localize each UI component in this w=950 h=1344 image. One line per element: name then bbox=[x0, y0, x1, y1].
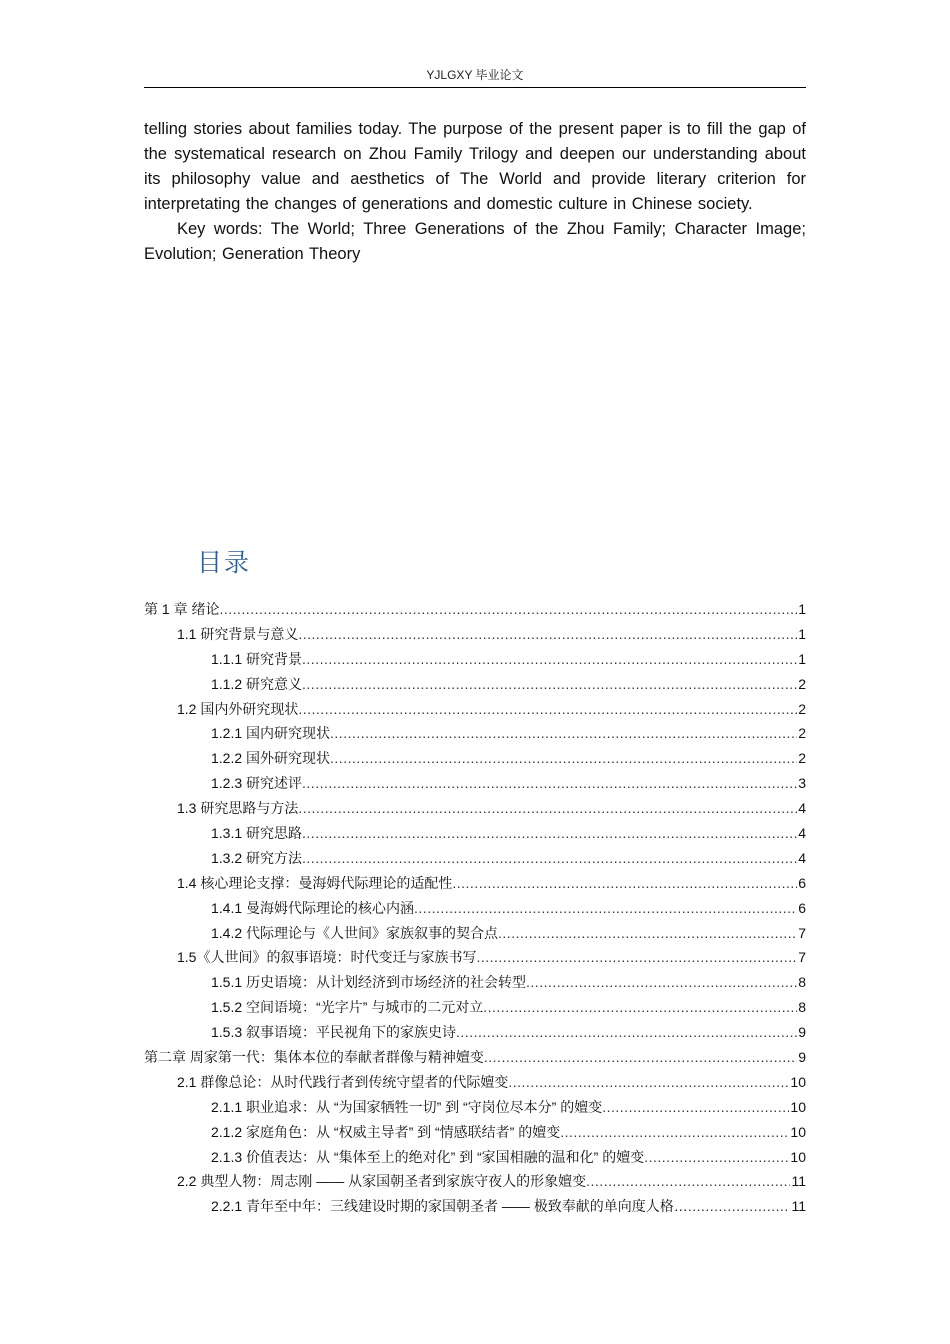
toc-dot-leader bbox=[498, 925, 797, 941]
toc-entry-label: 2.1 群像总论：从时代践行者到传统守望者的代际嬗变 bbox=[177, 1073, 509, 1090]
toc-dot-leader bbox=[330, 750, 797, 766]
toc-entry-label: 1.2.1 国内研究现状 bbox=[211, 725, 331, 742]
toc-entry[interactable] bbox=[144, 624, 806, 649]
toc-entry-page: 8 bbox=[798, 974, 806, 991]
toc-entry[interactable] bbox=[144, 1022, 806, 1047]
toc-entry-label: 1.4.2 代际理论与《人世间》家族叙事的契合点 bbox=[211, 924, 499, 941]
toc-entry-page: 9 bbox=[798, 1049, 806, 1066]
toc-entry-label: 2.1.1 职业追求：从 “为国家牺牲一切” 到 “守岗位尽本分” 的嬗变 bbox=[211, 1098, 603, 1115]
toc-entry[interactable] bbox=[144, 723, 806, 748]
toc-entry-label: 1.1 研究背景与意义 bbox=[177, 625, 299, 642]
toc-dot-leader bbox=[476, 949, 797, 965]
toc-dot-leader bbox=[219, 601, 797, 617]
toc-entry[interactable] bbox=[144, 773, 806, 798]
toc-entry[interactable] bbox=[144, 1047, 806, 1072]
toc-entry[interactable] bbox=[144, 823, 806, 848]
toc-dot-leader bbox=[298, 800, 797, 816]
toc-dot-leader bbox=[330, 725, 797, 741]
toc-entry-page: 10 bbox=[790, 1073, 806, 1090]
toc-title: 目录 bbox=[197, 548, 252, 577]
toc-entry-label: 1.1.1 研究背景 bbox=[211, 650, 303, 667]
toc-entry[interactable] bbox=[144, 898, 806, 923]
toc-entry-label: 1.5.1 历史语境：从计划经济到市场经济的社会转型 bbox=[211, 974, 527, 991]
toc-entry[interactable] bbox=[144, 972, 806, 997]
toc-entry-page: 7 bbox=[798, 949, 806, 966]
toc-dot-leader bbox=[644, 1149, 789, 1165]
toc-entry-page: 1 bbox=[798, 601, 806, 617]
toc-dot-leader bbox=[560, 1124, 789, 1140]
toc-dot-leader bbox=[483, 999, 797, 1015]
abstract-text bbox=[144, 117, 806, 267]
toc-entry[interactable] bbox=[144, 798, 806, 823]
toc-dot-leader bbox=[302, 676, 797, 692]
toc-entry-label: 1.3.1 研究思路 bbox=[211, 825, 303, 842]
toc-entry-label: 2.1.2 家庭角色：从 “权威主导者” 到 “情感联结者” 的嬗变 bbox=[211, 1123, 561, 1140]
toc-entry-page: 4 bbox=[798, 800, 806, 817]
toc-entry-page: 9 bbox=[798, 1024, 806, 1041]
toc-entry-page: 7 bbox=[798, 924, 806, 941]
toc-entry[interactable] bbox=[144, 873, 806, 898]
toc-dot-leader bbox=[452, 875, 797, 891]
toc-entry-label: 1.2.3 研究述评 bbox=[211, 775, 303, 792]
toc-dot-leader bbox=[414, 900, 797, 916]
page-header: YJLGXY 毕业论文 bbox=[426, 68, 524, 82]
toc-entry-label: 1.5《人世间》的叙事语境：时代变迁与家族书写 bbox=[177, 949, 477, 966]
toc-entry[interactable] bbox=[144, 1122, 806, 1147]
toc-entry[interactable] bbox=[144, 1147, 806, 1172]
toc-entry-page: 2 bbox=[798, 750, 806, 767]
toc-entry[interactable] bbox=[144, 1072, 806, 1097]
toc-entry-label: 1.3.2 研究方法 bbox=[211, 849, 303, 866]
toc-entry-label: 2.2 典型人物：周志刚 —— 从家国朝圣者到家族守夜人的形象嬗变 bbox=[177, 1173, 587, 1190]
toc-dot-leader bbox=[586, 1173, 790, 1189]
toc-dot-leader bbox=[302, 651, 797, 667]
toc-entry[interactable] bbox=[144, 947, 806, 972]
toc-entry-page: 10 bbox=[790, 1148, 806, 1165]
toc-entry-page: 8 bbox=[798, 999, 806, 1016]
toc-entry-page: 1 bbox=[798, 625, 806, 642]
toc-entry-label: 2.1.3 价值表达：从 “集体至上的绝对化” 到 “家国相融的温和化” 的嬗变 bbox=[211, 1148, 645, 1165]
toc-entry-label: 1.4 核心理论支撑：曼海姆代际理论的适配性 bbox=[177, 874, 453, 891]
toc-entry[interactable] bbox=[144, 1171, 806, 1196]
header-divider bbox=[144, 87, 806, 88]
toc-entry[interactable] bbox=[144, 599, 806, 624]
toc-entry[interactable] bbox=[144, 923, 806, 948]
toc-dot-leader bbox=[484, 1049, 797, 1065]
toc-entry-page: 10 bbox=[790, 1098, 806, 1115]
toc-entry-page: 3 bbox=[798, 775, 806, 792]
toc-entry-label: 1.5.2 空间语境：“光字片” 与城市的二元对立 bbox=[211, 999, 484, 1016]
toc-entry-page: 4 bbox=[798, 825, 806, 842]
toc-entry-page: 6 bbox=[798, 899, 806, 916]
toc-entry[interactable] bbox=[144, 848, 806, 873]
toc-entry-page: 10 bbox=[790, 1123, 806, 1140]
toc-entry-label: 1.5.3 叙事语境：平民视角下的家族史诗 bbox=[211, 1024, 457, 1041]
toc-dot-leader bbox=[298, 701, 797, 717]
toc-entry-page: 11 bbox=[791, 1198, 806, 1215]
toc-entry[interactable] bbox=[144, 1097, 806, 1122]
toc-entry-page: 4 bbox=[798, 849, 806, 866]
toc-entry-page: 2 bbox=[798, 725, 806, 742]
toc-entry-label: 1.4.1 曼海姆代际理论的核心内涵 bbox=[211, 899, 415, 916]
toc-entry[interactable] bbox=[144, 699, 806, 724]
table-of-contents bbox=[144, 599, 806, 1221]
toc-entry-label: 第 1 章 绪论 bbox=[144, 601, 220, 617]
toc-entry-label: 1.2 国内外研究现状 bbox=[177, 700, 299, 717]
toc-entry-label: 1.3 研究思路与方法 bbox=[177, 800, 299, 817]
toc-entry-page: 6 bbox=[798, 874, 806, 891]
toc-entry-label: 1.1.2 研究意义 bbox=[211, 675, 303, 692]
toc-dot-leader bbox=[302, 850, 797, 866]
keywords-paragraph: Key words: The World; Three Generations of the Zhou Family; Character Image; Evolution; Generation Theory bbox=[144, 220, 806, 263]
toc-entry[interactable] bbox=[144, 997, 806, 1022]
toc-entry-label: 2.2.1 青年至中年：三线建设时期的家国朝圣者 —— 极致奉献的单向度人格… bbox=[211, 1198, 688, 1215]
toc-entry[interactable] bbox=[144, 649, 806, 674]
toc-dot-leader bbox=[602, 1099, 789, 1115]
toc-entry-label: 1.2.2 国外研究现状 bbox=[211, 750, 331, 767]
toc-entry-page: 11 bbox=[791, 1173, 806, 1190]
toc-dot-leader bbox=[302, 825, 797, 841]
toc-dot-leader bbox=[302, 775, 797, 791]
toc-dot-leader bbox=[688, 1198, 791, 1214]
toc-entry-label: 第二章 周家第一代：集体本位的奉献者群像与精神嬗变 bbox=[144, 1049, 484, 1066]
toc-entry[interactable] bbox=[144, 674, 806, 699]
toc-entry[interactable] bbox=[144, 748, 806, 773]
toc-dot-leader bbox=[508, 1074, 789, 1090]
toc-dot-leader bbox=[298, 626, 797, 642]
toc-dot-leader bbox=[526, 974, 797, 990]
toc-entry-page: 2 bbox=[798, 700, 806, 717]
abstract-paragraph: telling stories about families today. The purpose of the present paper is to fill the gap of the systematical research on Zhou Family Trilogy and deepen our understanding about its philosophy value and aesthetics of The World and provide literary criterion for interpretating the changes of generations and domestic culture in Chinese society. bbox=[144, 120, 806, 213]
toc-entry-page: 2 bbox=[798, 675, 806, 692]
toc-entry[interactable] bbox=[144, 1196, 806, 1221]
toc-entry-page: 1 bbox=[798, 650, 806, 667]
toc-dot-leader bbox=[456, 1024, 797, 1040]
